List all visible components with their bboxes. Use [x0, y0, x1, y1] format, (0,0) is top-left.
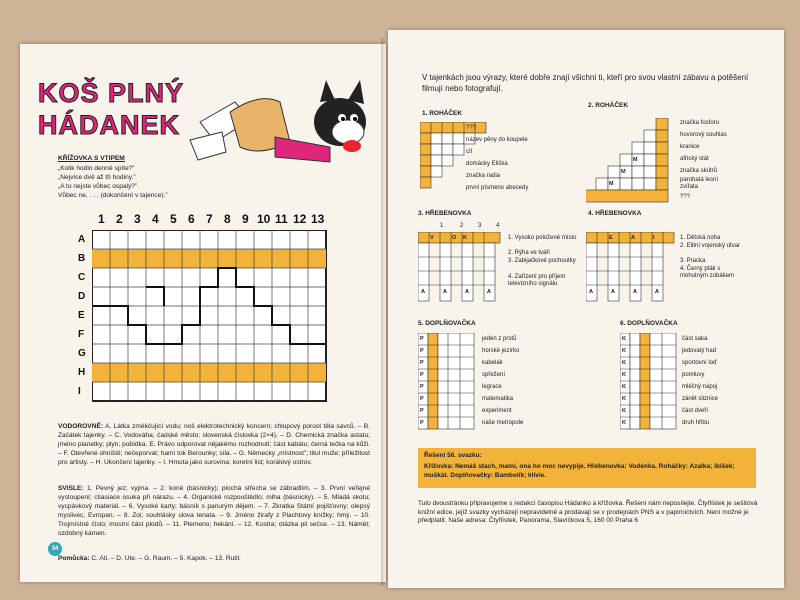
- s1-clue: ???: [466, 125, 477, 131]
- s5-letter: P: [420, 408, 424, 414]
- s2-clue: značka fosforu: [680, 120, 720, 126]
- s4-bottom-letter: A: [611, 289, 615, 295]
- s1-clue: značka radia: [466, 173, 501, 179]
- s3-clue: 1. Vysoko položené místo: [508, 235, 577, 241]
- s3-num: 4: [496, 223, 500, 229]
- col-number: 13: [311, 212, 325, 226]
- col-number: 11: [275, 212, 288, 226]
- s4-bottom-letter: A: [633, 289, 637, 295]
- section-3-title: 3. HŘEBENOVKA: [418, 210, 472, 217]
- clues-down-text: 1. Pevný jez; vyjma. – 2. koně (básnicky); plochá střecha se zábradlím. – 3. První veřejné vystoupení; ctiasiace osuka při nárazu. – 4. Organické rozpouštědlo; mlha (básnicky). – 5. Mladá skotu; vycpávkový materiál. – 6. Vysoké karty; básník s panurým dějem. – 7. Zkratka Státní pojišťovny; olepsý myslivec; Evropan. – 8. Zoi; souhlásky slova tenata. – 9. Jméno žirafy z Plachtovy knížky; hmý. – 10. Trojmístné číslo; mostní část plodů. – 11. Plemeno; hekání. – 12. Kostra; otázka pil sečce. – 13. Námět; ozdobný kámen.: [58, 485, 370, 537]
- s6-letter: K: [622, 336, 626, 342]
- joke-line-4: Vůbec ne, . . . (dokončení v tajence).”: [58, 192, 168, 199]
- row-letter: A: [78, 234, 86, 245]
- s2-clue: hovorový souhlas: [680, 132, 727, 138]
- s6-clue: část saka: [682, 336, 708, 342]
- clues-across: [58, 422, 370, 467]
- s1-clue: cíl: [466, 149, 472, 155]
- crossword-grid: [92, 230, 328, 402]
- s3-bottom-letter: A: [421, 289, 425, 295]
- solution-box: [418, 448, 756, 488]
- row-letters: [20, 230, 90, 400]
- s4-top-letter: A: [631, 235, 635, 241]
- s4-clue: 4. Černý pták s mohutným zobákem: [680, 266, 735, 279]
- s6-clue: část dveří: [682, 408, 709, 414]
- row-letter: G: [78, 348, 86, 359]
- s6-clue: sportovní loď: [682, 360, 717, 366]
- s3-bottom-letter: A: [487, 289, 491, 295]
- s4-top-letter: E: [609, 235, 613, 241]
- clues-across-label: VODOROVNĚ:: [58, 423, 104, 430]
- row-letter: F: [78, 329, 85, 340]
- col-number: 3: [134, 212, 141, 226]
- s3-num: 3: [478, 223, 482, 229]
- help-label: Pomůcka:: [58, 555, 90, 562]
- column-numbers: [20, 212, 386, 226]
- s3-top-letter: K: [463, 235, 467, 241]
- s1-clue: domácky Eliška: [466, 161, 508, 167]
- s4-clue: 3. Pracka: [680, 258, 706, 264]
- s5-clue: legrace: [482, 384, 502, 390]
- solution-title: Řešení 56. svazku:: [424, 452, 482, 459]
- crossword-heading: KŘÍŽOVKA S VTIPEM: [58, 155, 125, 162]
- row-h-highlight: [92, 363, 326, 382]
- s5-letter: P: [420, 360, 424, 366]
- s1-clue: název pěny do koupele: [466, 137, 528, 143]
- cat-illustration: [180, 62, 380, 172]
- s4-bottom-letter: A: [655, 289, 659, 295]
- right-page: [388, 30, 784, 588]
- hrebenovka-4-grid: [586, 232, 676, 304]
- s6-clue: mléčný nápoj: [682, 384, 718, 390]
- s2-clue: kranice: [680, 144, 700, 150]
- doplnovacka-6-grid: [620, 333, 680, 433]
- s6-clue: jedovatý had: [682, 348, 717, 354]
- section-4-title: 4. HŘEBENOVKA: [588, 210, 642, 217]
- s3-bottom-letter: A: [443, 289, 447, 295]
- title-line-2: HÁDANEK: [38, 110, 180, 140]
- s3-top-letter: O: [452, 235, 457, 241]
- col-number: 9: [242, 212, 249, 226]
- s2-clue: africký stát: [680, 156, 709, 162]
- row-b-highlight: [92, 249, 326, 268]
- section-1-title: 1. ROHÁČEK: [422, 110, 463, 117]
- s2-letter: M: [609, 181, 614, 187]
- clues-down-label: SVISLE:: [58, 485, 84, 492]
- s6-clue: pomluvy: [682, 372, 705, 378]
- s4-clue: 2. Elitní vojenský útvar: [680, 243, 741, 249]
- s5-clue: experiment: [482, 408, 512, 414]
- row-letter: I: [78, 386, 81, 397]
- title-line-1: KOŠ PLNÝ: [38, 78, 185, 108]
- s5-letter: P: [420, 384, 424, 390]
- s3-num: 2: [460, 223, 464, 229]
- solution-text: Křížovka: Nemáš stach, mami, ona ho moc nevypije. Hřebenovka: Vodénka. Roháčky: Azalka; ibíšek; muškát. Doplňovačky: Bambolík; klivie.: [424, 463, 735, 479]
- help-text: C. Ati. – D. Ute. – G. Raum. – 5. Kapok. – 13. Rutil.: [91, 555, 241, 562]
- col-number: 6: [188, 212, 195, 226]
- s5-clue: spřežení: [482, 372, 506, 378]
- s2-letter: M: [633, 157, 638, 163]
- page-number: 34: [51, 546, 59, 552]
- s6-letter: K: [622, 384, 626, 390]
- s5-clue: matematika: [482, 396, 514, 402]
- section-6-title: 6. DOPLŇOVAČKA: [620, 320, 678, 327]
- s6-clue: druh hřibu: [682, 420, 710, 426]
- s5-clue: naše metropole: [482, 420, 524, 426]
- s5-letter: P: [420, 396, 424, 402]
- s5-letter: P: [420, 348, 424, 354]
- footer-note: Tuto dvoustránku připravujeme s redakcí časopisu Hádanko a křížovka. Řešení nám neposílejte. Čtyřlístek je sešitová knižní edice, jejíž svazky vycházejí nepravidelně a prodávají se v prodejnách PNS a v papírnictvích. Není možné je předplatit. Naše adresa: Čtyřlístek, Panorama, Slavíčkova 5, 160 00 Praha 6: [418, 500, 758, 524]
- col-number: 7: [206, 212, 213, 226]
- s6-clue: zánět sliznice: [682, 396, 719, 402]
- joke-line-2: „Nejvíce dvě až tři hodiny.”: [58, 174, 136, 181]
- s3-top-letter: V: [430, 235, 434, 241]
- row-letter: D: [78, 291, 86, 302]
- s5-clue: kabelák: [482, 360, 503, 366]
- s6-letter: K: [622, 372, 626, 378]
- s5-letter: P: [420, 420, 424, 426]
- s5-letter: P: [420, 336, 424, 342]
- help-hint: [58, 554, 370, 563]
- s4-bottom-letter: A: [589, 289, 593, 295]
- s3-clue: 4. Zařízení pro příjem televizního signálu: [508, 274, 566, 287]
- s6-letter: K: [622, 360, 626, 366]
- s2-clue: značka skútrů: [680, 168, 718, 174]
- clues-across-text: A. Látka změkčující vodu; noš elektrotechnický koncern; chlupový porost těla savců. – B. Začátek tajenky. – C. Vodováha; čadské město; slovenská číslovka (2×4). – D. Chemická značka astatu; jméno planetky; plyn; pobídka. E. Právo odporovat nějakému rozhodnutí; část kabátu; černá tečka na kůži. – F. Otevřené ohniště; nečeporvat; hamí tok Berounky; síla. – G. Německy „místnost”; titul muže; příležitost pro artisty. – H. Ukončení tajenky. – I. Hmota jako surovina; koretní list; korálový ostrov.: [58, 423, 371, 466]
- s5-clue: jeden z prstů: [482, 336, 517, 342]
- s6-letter: K: [622, 420, 626, 426]
- s5-clue: horské jezírko: [482, 348, 520, 354]
- joke-line-3: „A to nejste vůbec ospalý?”: [58, 183, 138, 190]
- s4-clue: 1. Dětská noha: [680, 235, 721, 241]
- joke-line-1: „Kolik hodin denně spíte?”: [58, 165, 135, 172]
- s4-top-letter: I: [653, 235, 655, 241]
- s6-letter: K: [622, 348, 626, 354]
- s1-clue: první písmeno abecedy: [466, 185, 529, 191]
- left-page: [20, 44, 386, 582]
- row-letter: B: [78, 253, 86, 264]
- s5-letter: P: [420, 372, 424, 378]
- row-letter: H: [78, 367, 86, 378]
- s3-bottom-letter: A: [465, 289, 469, 295]
- right-intro: V tajenkách jsou výrazy, které dobře znají všichni ti, kteří pro svou vlastní zábavu a potěšení filmují nebo fotografují.: [422, 73, 749, 93]
- s6-letter: K: [622, 396, 626, 402]
- col-number: 10: [257, 212, 271, 226]
- doplnovacka-5-grid: [418, 333, 478, 433]
- s2-clue: ???: [680, 194, 691, 200]
- rohacek-2-grid: [586, 118, 686, 208]
- col-number: 2: [116, 212, 123, 226]
- s2-clue: parohatá lesní zvířata: [680, 177, 719, 190]
- s6-letter: K: [622, 408, 626, 414]
- section-5-title: 5. DOPLŇOVAČKA: [418, 320, 476, 327]
- row-letter: C: [78, 272, 86, 283]
- section-2-title: 2. ROHÁČEK: [588, 102, 629, 109]
- s2-letter: M: [621, 169, 626, 175]
- row-letter: E: [78, 310, 85, 321]
- clues-down: [58, 484, 370, 538]
- col-number: 4: [152, 212, 159, 226]
- col-number: 1: [98, 212, 105, 226]
- page-number-badge: [48, 542, 62, 556]
- s3-clue: 3. Zabijačkové pochoutky: [508, 258, 576, 264]
- col-number: 5: [170, 212, 177, 226]
- col-number: 8: [224, 212, 231, 226]
- s3-num: 1: [440, 223, 444, 229]
- s3-clue: 2. Rýha ve tváři: [508, 250, 550, 256]
- col-number: 12: [293, 212, 307, 226]
